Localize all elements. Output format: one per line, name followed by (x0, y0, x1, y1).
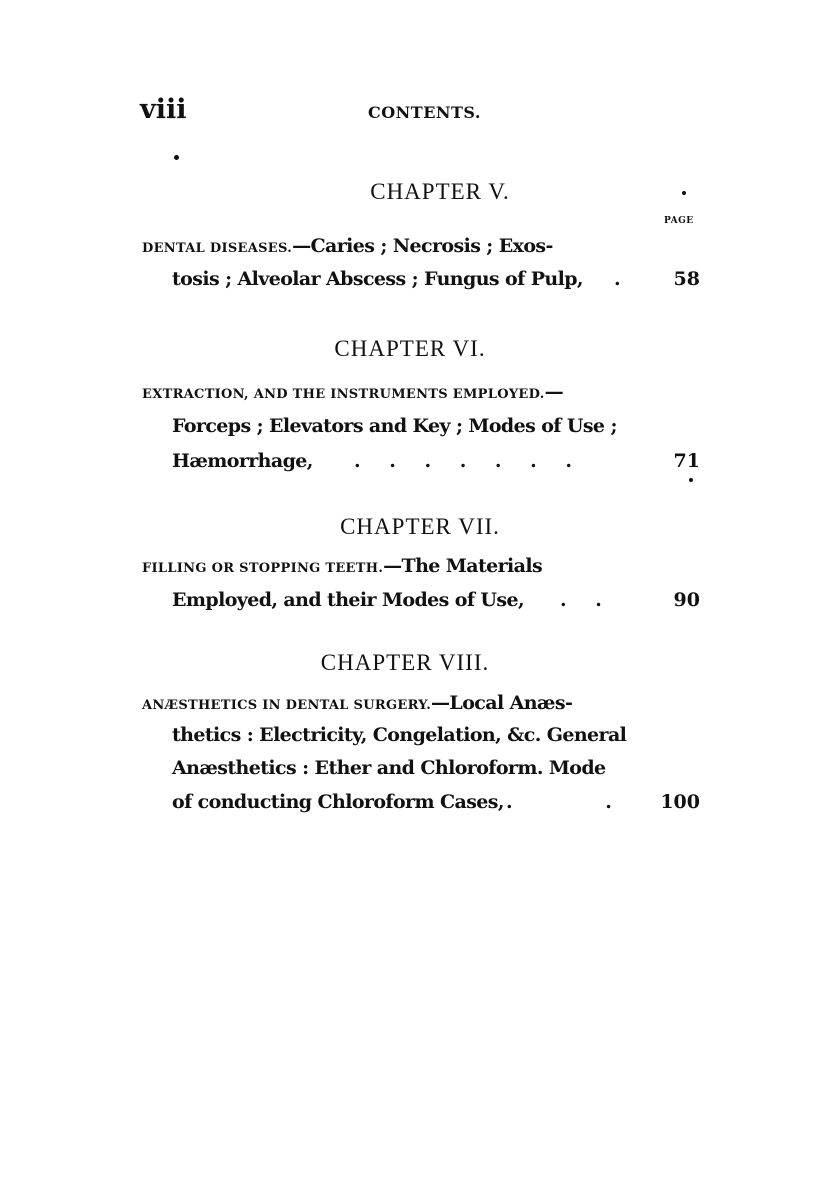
dot-leader: . . . . . . . (354, 450, 572, 472)
chapter-heading: CHAPTER V. (370, 179, 510, 204)
entry-lead-caps: FILLING OR STOPPING TEETH. (142, 561, 384, 576)
running-head (140, 94, 700, 134)
entry-text: —Caries ; Necrosis ; Exos- (292, 235, 553, 257)
toc-entry-line: Forceps ; Elevators and Key ; Modes of Use ; (172, 415, 617, 437)
chapter-heading: CHAPTER VII. (340, 514, 500, 539)
entry-lead-caps: EXTRACTION, AND THE INSTRUMENTS EMPLOYED. (142, 387, 545, 402)
ink-speck (689, 478, 693, 482)
entry-text: — (544, 381, 563, 403)
ink-speck (174, 155, 179, 160)
toc-entry-line (142, 235, 553, 257)
page-number: 58 (673, 268, 700, 290)
page-number: 100 (660, 791, 700, 813)
entry-lead-caps: ANÆSTHETICS IN DENTAL SURGERY. (142, 698, 432, 713)
entry-lead-caps: DENTAL DISEASES. (142, 241, 293, 256)
entry-text: —Local Anæs- (431, 692, 573, 714)
toc-entry-line: thetics : Electricity, Congelation, &c. General (172, 724, 627, 746)
toc-entry-line: Hæmorrhage, (172, 450, 313, 472)
page-number: 90 (673, 589, 700, 611)
dot-leader: . (614, 268, 621, 290)
dot-leader: . . (506, 791, 612, 813)
toc-entry-line: tosis ; Alveolar Abscess ; Fungus of Pulp, (172, 268, 583, 290)
dot-leader: . . (560, 589, 602, 611)
toc-entry-line: Anæsthetics : Ether and Chloroform. Mode (172, 757, 606, 779)
page-column-label: PAGE (664, 216, 694, 226)
chapter-heading: CHAPTER VIII. (320, 650, 490, 675)
toc-entry-line (142, 381, 563, 403)
toc-entry-line: Employed, and their Modes of Use, (172, 589, 524, 611)
chapter-heading: CHAPTER VI. (334, 336, 486, 361)
running-title: CONTENTS. (368, 103, 481, 122)
page-folio: viii (140, 94, 187, 125)
toc-entry-line: of conducting Chloroform Cases, (172, 791, 504, 813)
toc-entry-line (142, 555, 542, 577)
page-number: 71 (673, 450, 700, 472)
toc-entry-line (142, 692, 572, 714)
entry-text: —The Materials (383, 555, 543, 577)
